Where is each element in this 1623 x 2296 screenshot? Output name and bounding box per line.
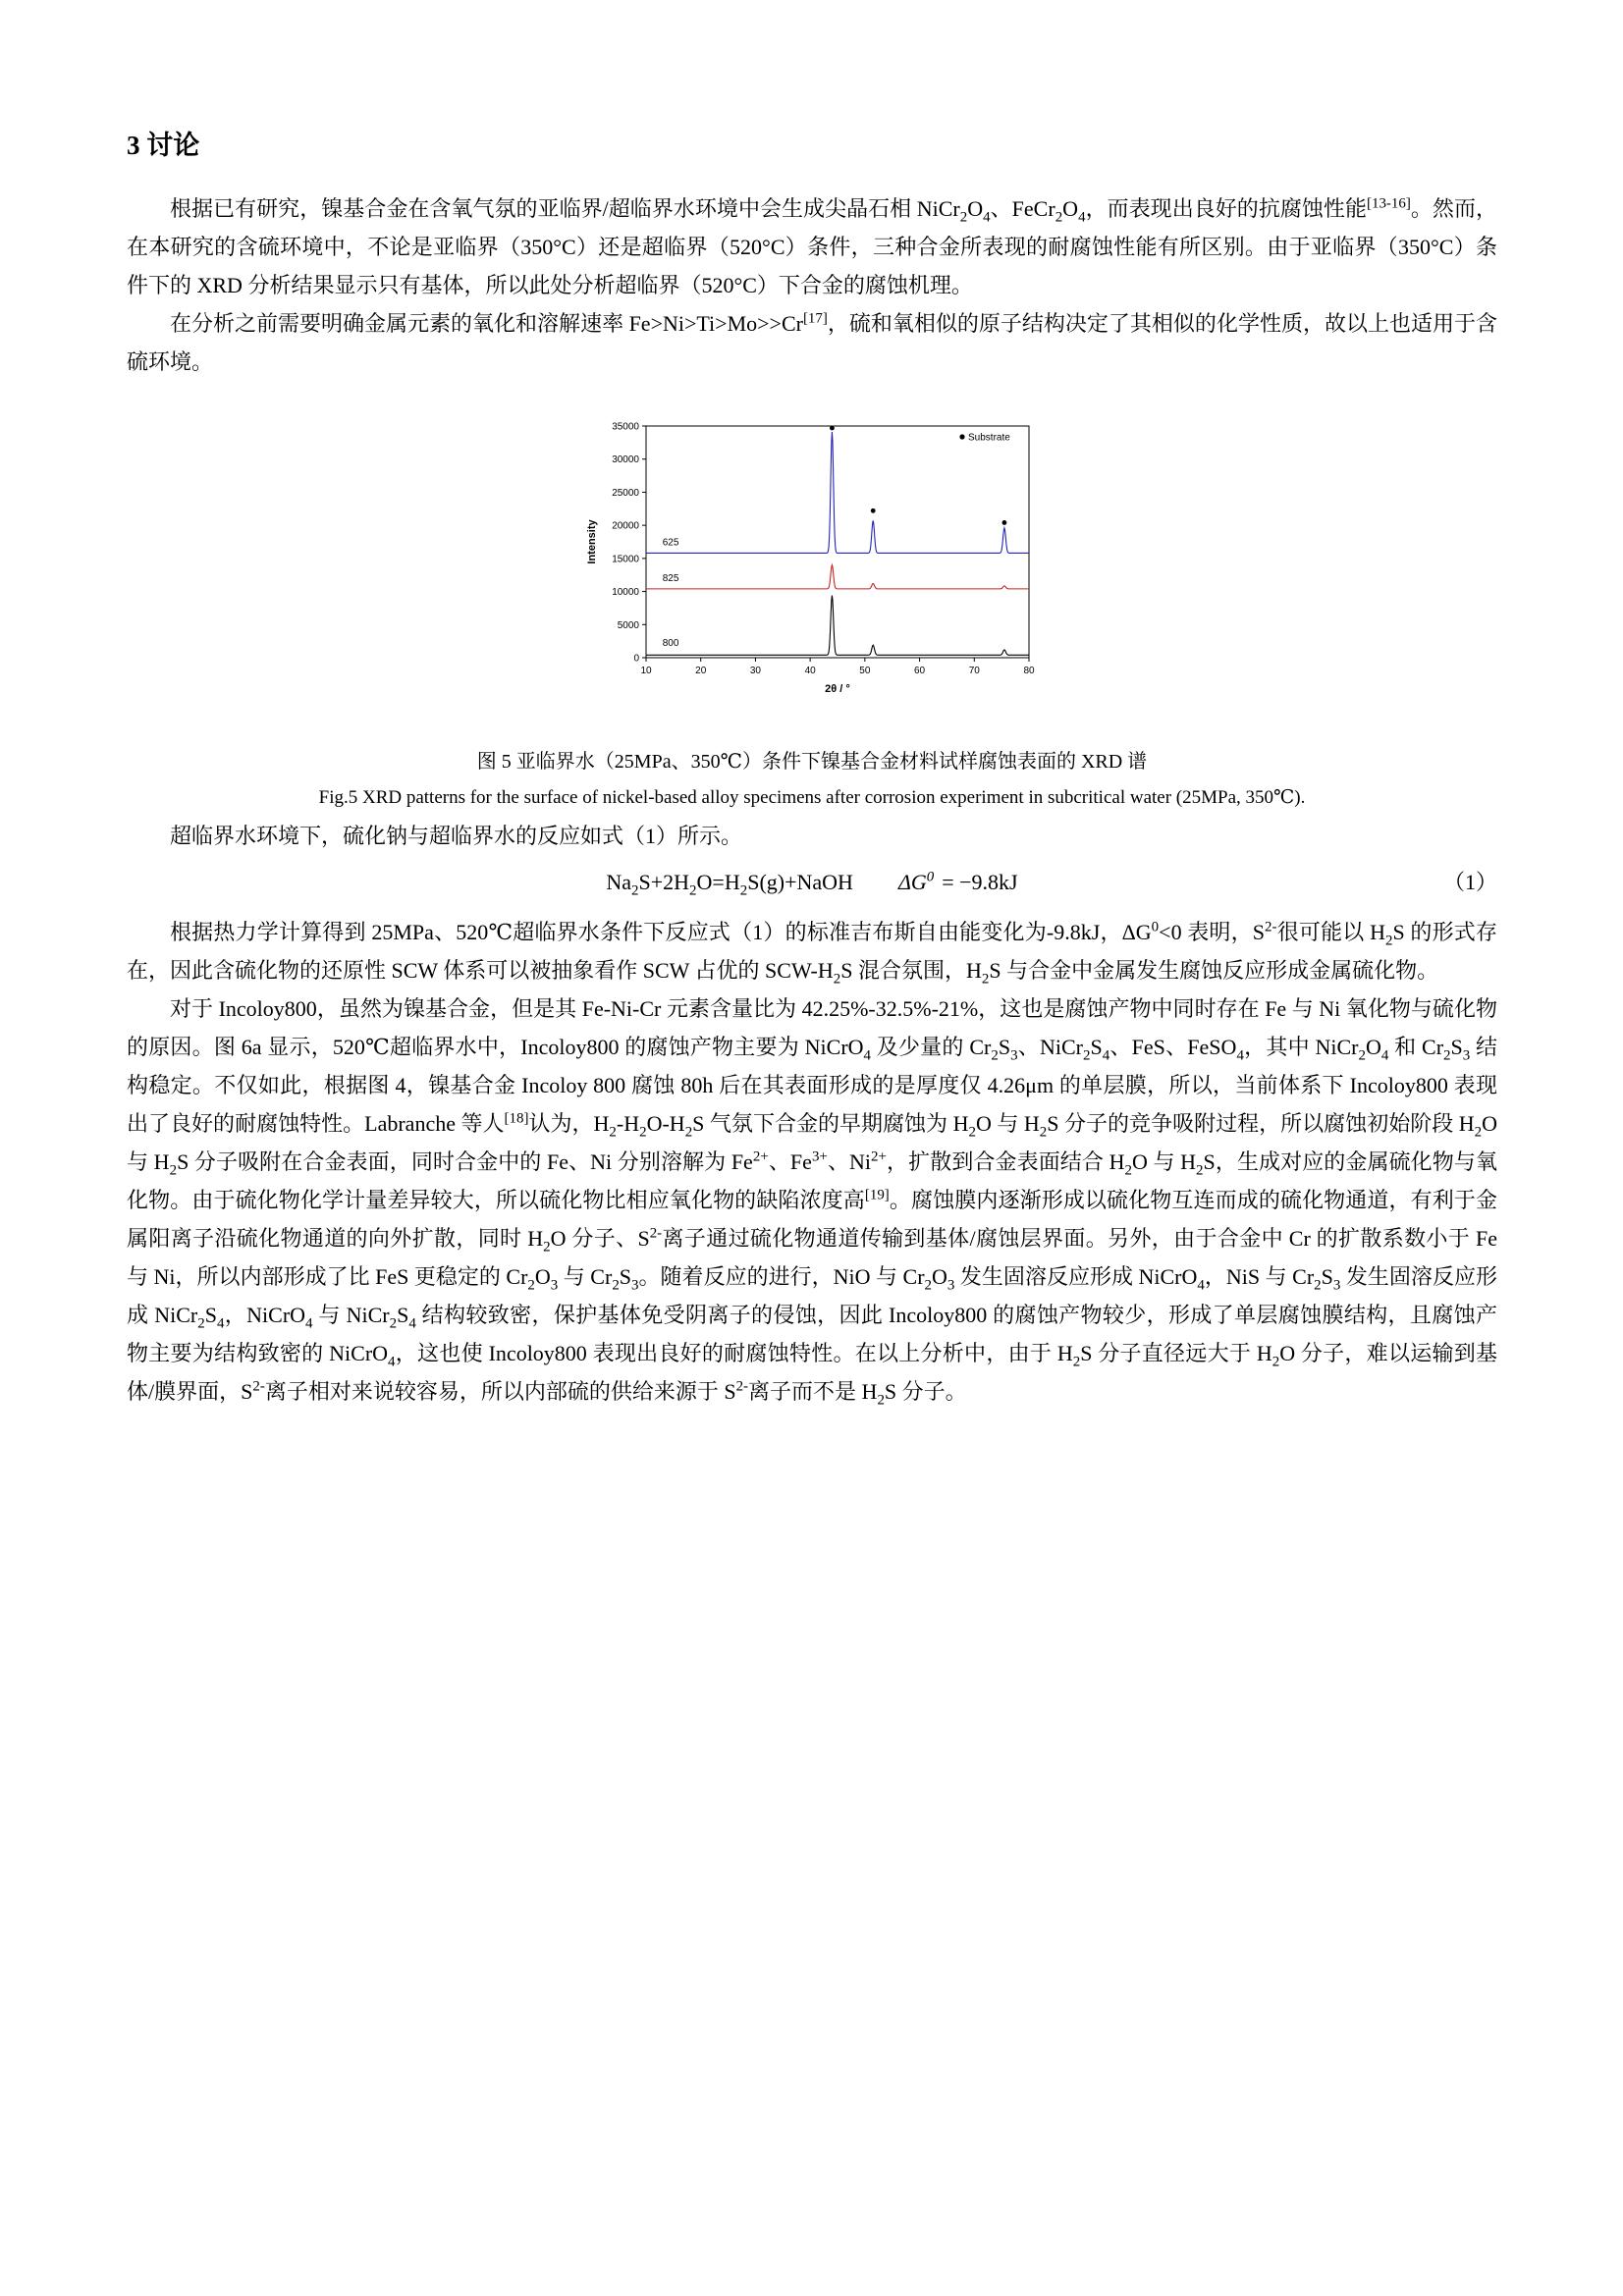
svg-text:0: 0: [633, 653, 639, 665]
figure-caption-zh: 图 5 亚临界水（25MPa、350℃）条件下镍基合金材料试样腐蚀表面的 XRD 谱: [476, 751, 1148, 773]
series-label-825: 825: [662, 572, 679, 584]
svg-text:50: 50: [859, 666, 871, 676]
paragraph-3: 超临界水环境下，硫化钠与超临界水的反应如式（1）所示。: [170, 824, 743, 848]
equation-delta-g: $\Delta G^0$: [897, 869, 935, 894]
paragraph-4: 根据热力学计算得到 25MPa、520℃超临界水条件下反应式（1）的标准吉布斯自由能变化为-9.8kJ，$\Delta G^0<0$ 表明，$S^{2-}$很可能以 $H_2S$ 的形式存在，因此含硫化物的还原性 SCW 体系可以被抽象看作 SCW 占优的 SCW-$H_2S$ 混合氛围，$H_2S$ 与合金中金属发生腐蚀反应形成金属硫化物。: [127, 919, 1497, 988]
xrd-chart: [581, 410, 1043, 710]
legend: [959, 433, 1010, 444]
svg-text:15000: 15000: [612, 554, 639, 565]
equation-number: （1）: [1442, 870, 1497, 894]
svg-text:20000: 20000: [612, 520, 639, 532]
svg-text:25000: 25000: [612, 487, 639, 499]
svg-text:60: 60: [914, 666, 926, 676]
svg-text:5000: 5000: [617, 619, 639, 631]
svg-text:80: 80: [1023, 666, 1035, 676]
page-content: [127, 124, 1497, 1411]
y-axis: [586, 422, 646, 665]
figure-5: [127, 410, 1497, 809]
svg-text:10000: 10000: [612, 587, 639, 599]
svg-text:10: 10: [640, 666, 652, 676]
equation-1: [127, 863, 1497, 901]
plot-border: [646, 426, 1029, 658]
x-axis-label: 2θ / °: [825, 683, 850, 695]
section-title: 3 讨论: [127, 131, 200, 160]
svg-text:70: 70: [968, 666, 980, 676]
svg-text:40: 40: [804, 666, 816, 676]
series-label-625: 625: [662, 537, 679, 549]
y-axis-label: Intensity: [586, 519, 598, 564]
equation-delta-value: = −9.8kJ: [942, 870, 1018, 894]
x-axis: [640, 658, 1035, 695]
series-lines: [646, 432, 1029, 655]
figure-caption-en: Fig.5 XRD patterns for the surface of nickel-based alloy specimens after corrosion experiment in subcritical water (25MPa, 350℃).: [318, 787, 1306, 808]
paragraph-2: 在分析之前需要明确金属元素的氧化和溶解速率 Fe>Ni>Ti>Mo>>Cr[17]，硫和氧相似的原子结构决定了其相似的化学性质，故以上也适用于含硫环境。: [127, 310, 1497, 374]
series-label-800: 800: [662, 637, 679, 649]
figure-caption: [127, 745, 1497, 809]
svg-text:30000: 30000: [612, 454, 639, 466]
svg-text:20: 20: [695, 666, 707, 676]
svg-text:35000: 35000: [612, 421, 639, 433]
xrd-plot-svg: [581, 410, 1043, 705]
paragraph-1: 根据已有研究，镍基合金在含氧气氛的亚临界/超临界水环境中会生成尖晶石相 $NiCr_2O_4$、$FeCr_2O_4$，而表现出良好的抗腐蚀性能[13-16]。然而，在本研究的含硫环境中，不论是亚临界（350°C）还是超临界（520°C）条件，三种合金所表现的耐腐蚀性能有所区别。由于亚临界（350°C）条件下的 XRD 分析结果显示只有基体，所以此处分析超临界（520°C）下合金的腐蚀机理。: [127, 195, 1497, 297]
paragraph-5: 对于 Incoloy800，虽然为镍基合金，但是其 Fe-Ni-Cr 元素含量比为 42.25%-32.5%-21%，这也是腐蚀产物中同时存在 Fe 与 Ni 氧化物与硫化物的原因。图 6a 显示，520℃超临界水中，Incoloy800 的腐蚀产物主要为 NiCrO$_4$ 及少量的 $Cr_2S_3$、$NiCr_2S_4$、FeS、FeSO$_4$，其中 $NiCr_2O_4$ 和 $Cr_2S_3$ 结构稳定。不仅如此，根据图 4，镍基合金 Incoloy 800 腐蚀 80h 后在其表面形成的是厚度仅 4.26μm 的单层膜，所以，当前体系下 Incoloy800 表现出了良好的耐腐蚀特性。Labranche 等人[18]认为，$H_2-H_2O-H_2S$ 气氛下合金的早期腐蚀为 $H_2O$ 与 $H_2S$ 分子的竞争吸附过程，所以腐蚀初始阶段 $H_2O$ 与 $H_2S$ 分子吸附在合金表面，同时合金中的 Fe、Ni 分别溶解为 $Fe^{2+}$、$Fe^{3+}$、$Ni^{2+}$，扩散到合金表面结合 $H_2O$ 与 $H_2S$，生成对应的金属硫化物与氧化物。由于硫化物化学计量差异较大，所以硫化物比相应氧化物的缺陷浓度高[19]。腐蚀膜内逐渐形成以硫化物互连而成的硫化物通道，有利于金属阳离子沿硫化物通道的向外扩散，同时 $H_2O$ 分子、$S^{2-}$离子通过硫化物通道传输到基体/腐蚀层界面。另外，由于合金中 Cr 的扩散系数小于 Fe 与 Ni，所以内部形成了比 FeS 更稳定的 $Cr_2O_3$ 与 $Cr_2S_3$。随着反应的进行，NiO 与 $Cr_2O_3$ 发生固溶反应形成 NiCrO$_4$，NiS 与 $Cr_2S_3$ 发生固溶反应形成 $NiCr_2S_4$，NiCrO$_4$ 与 $NiCr_2S_4$ 结构较致密，保护基体免受阴离子的侵蚀，因此 Incoloy800 的腐蚀产物较少，形成了单层腐蚀膜结构，且腐蚀产物主要为结构致密的 NiCrO$_4$，这也使 Incoloy800 表现出良好的耐腐蚀特性。在以上分析中，由于 $H_2S$ 分子直径远大于 $H_2O$ 分子，难以运输到基体/膜界面，$S^{2-}$离子相对来说较容易，所以内部硫的供给来源于 $S^{2-}$离子而不是 $H_2S$ 分子。: [127, 996, 1498, 1409]
equation-lhs: $Na_2S+2H_2O=H_2S(g)+NaOH$: [606, 870, 853, 899]
svg-text:30: 30: [749, 666, 761, 676]
svg-text:Substrate: Substrate: [968, 432, 1010, 444]
